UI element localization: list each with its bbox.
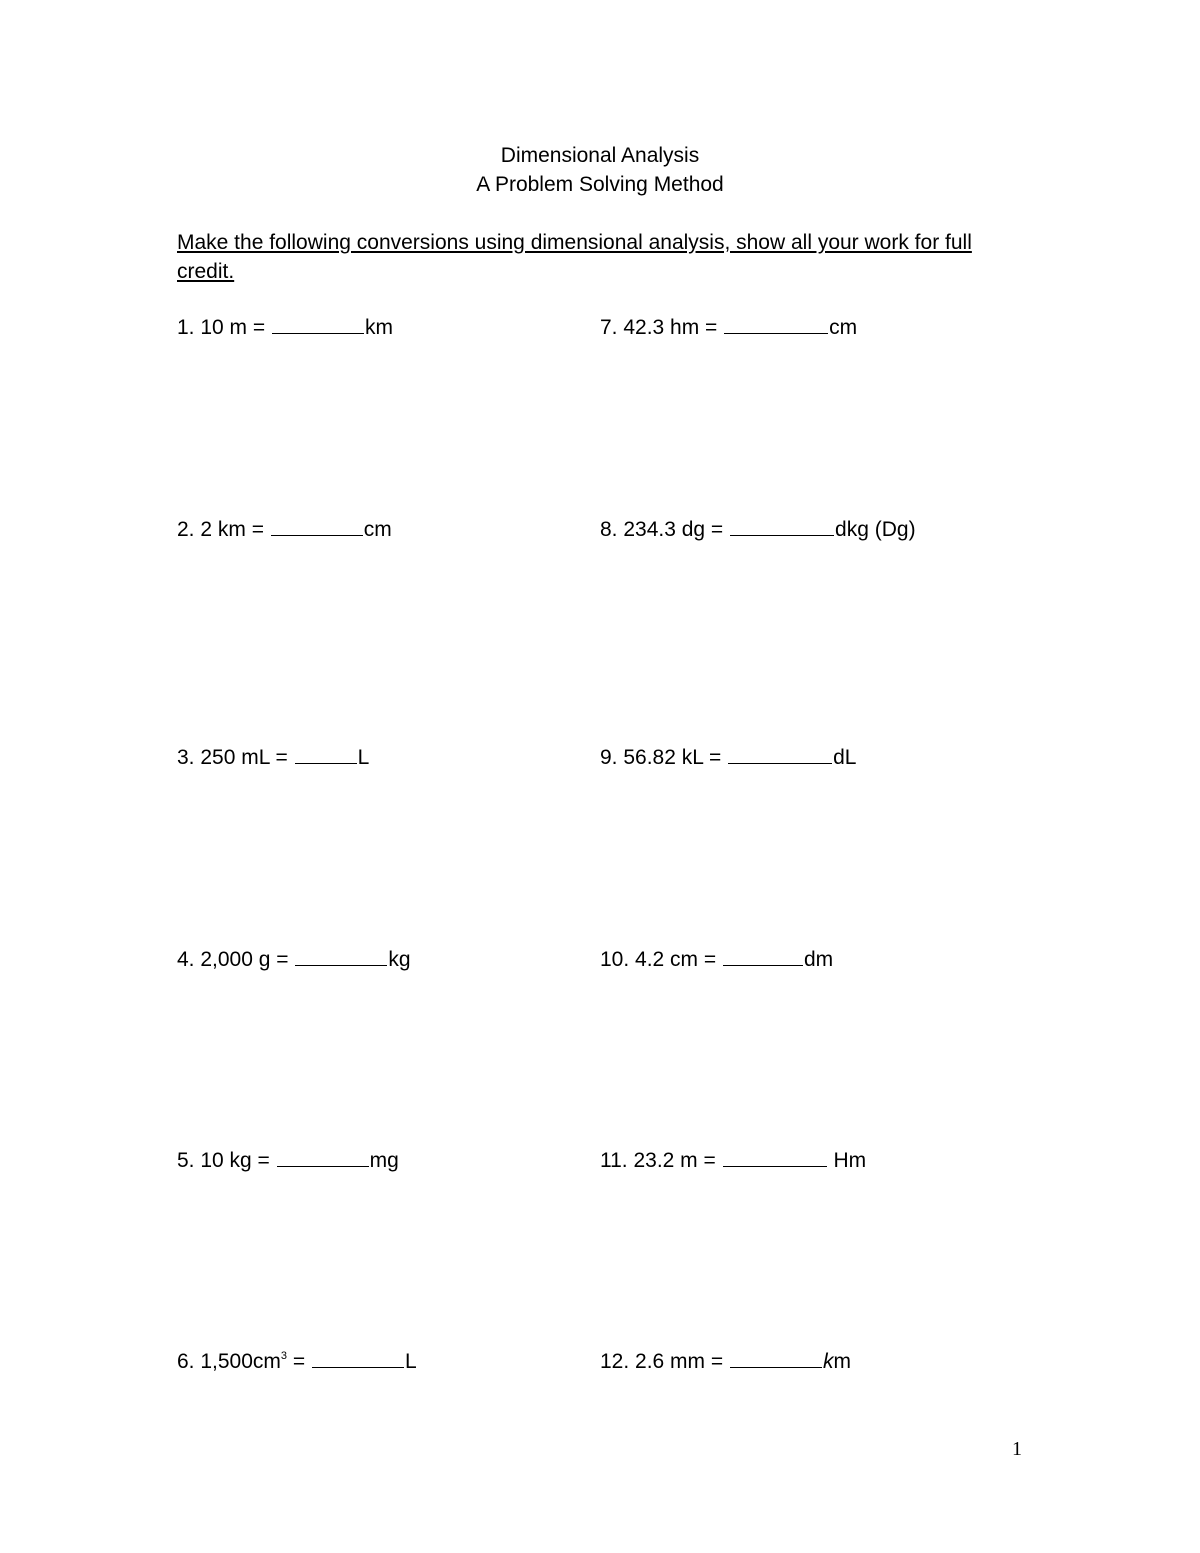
problem-unit: L: [357, 746, 370, 769]
problem-prefix: 1. 10 m =: [177, 316, 266, 339]
answer-blank[interactable]: [724, 315, 828, 334]
problem-2: [177, 516, 392, 544]
answer-blank[interactable]: [271, 517, 363, 536]
problem-1: [177, 314, 393, 342]
problem-7: [600, 314, 857, 342]
answer-blank[interactable]: [723, 1148, 827, 1167]
answer-blank[interactable]: [277, 1148, 369, 1167]
problem-12: [600, 1348, 851, 1376]
answer-blank[interactable]: [728, 745, 832, 764]
instructions: Make the following conversions using dimensional analysis, show all your work for full credit.: [177, 231, 972, 283]
problem-equals: =: [287, 1350, 306, 1373]
answer-blank[interactable]: [272, 315, 364, 334]
problem-unit: Hm: [827, 1149, 867, 1172]
problem-unit: kg: [388, 948, 411, 971]
problem-prefix: 2. 2 km =: [177, 518, 264, 541]
problem-superscript: 3: [280, 1350, 288, 1362]
problem-prefix: 3. 250 mL =: [177, 746, 288, 769]
answer-blank[interactable]: [312, 1349, 404, 1368]
problem-prefix: 6. 1,500cm: [177, 1350, 281, 1373]
problem-unit: cm: [829, 316, 858, 339]
problem-prefix: 8. 234.3 dg =: [600, 518, 724, 541]
problem-10: [600, 946, 833, 974]
problem-unit-italic: k: [822, 1350, 834, 1373]
problem-unit: mg: [369, 1149, 399, 1172]
problem-3: [177, 744, 369, 772]
problem-4: [177, 946, 411, 974]
problem-unit: dL: [833, 746, 857, 769]
problem-prefix: 10. 4.2 cm =: [600, 948, 717, 971]
problem-unit: dm: [804, 948, 834, 971]
problem-6: [177, 1348, 417, 1376]
page-title: Dimensional Analysis: [500, 144, 700, 167]
problem-unit: L: [404, 1350, 417, 1373]
answer-blank[interactable]: [730, 1349, 822, 1368]
problem-8: [600, 516, 916, 544]
answer-blank[interactable]: [295, 745, 357, 764]
problem-prefix: 7. 42.3 hm =: [600, 316, 718, 339]
problem-prefix: 9. 56.82 kL =: [600, 746, 722, 769]
problem-unit: km: [364, 316, 393, 339]
problem-9: [600, 744, 856, 772]
problem-unit: m: [833, 1350, 851, 1373]
problem-5: [177, 1147, 399, 1175]
page-number: 1: [1012, 1438, 1022, 1460]
problem-prefix: 5. 10 kg =: [177, 1149, 270, 1172]
page-subtitle: A Problem Solving Method: [476, 173, 724, 196]
problem-prefix: 4. 2,000 g =: [177, 948, 289, 971]
answer-blank[interactable]: [723, 947, 803, 966]
problem-unit: cm: [363, 518, 392, 541]
problem-prefix: 12. 2.6 mm =: [600, 1350, 724, 1373]
answer-blank[interactable]: [730, 517, 834, 536]
problem-unit: dkg (Dg): [835, 518, 916, 541]
problem-prefix: 11. 23.2 m =: [600, 1149, 716, 1172]
answer-blank[interactable]: [295, 947, 387, 966]
problem-11: [600, 1147, 866, 1175]
